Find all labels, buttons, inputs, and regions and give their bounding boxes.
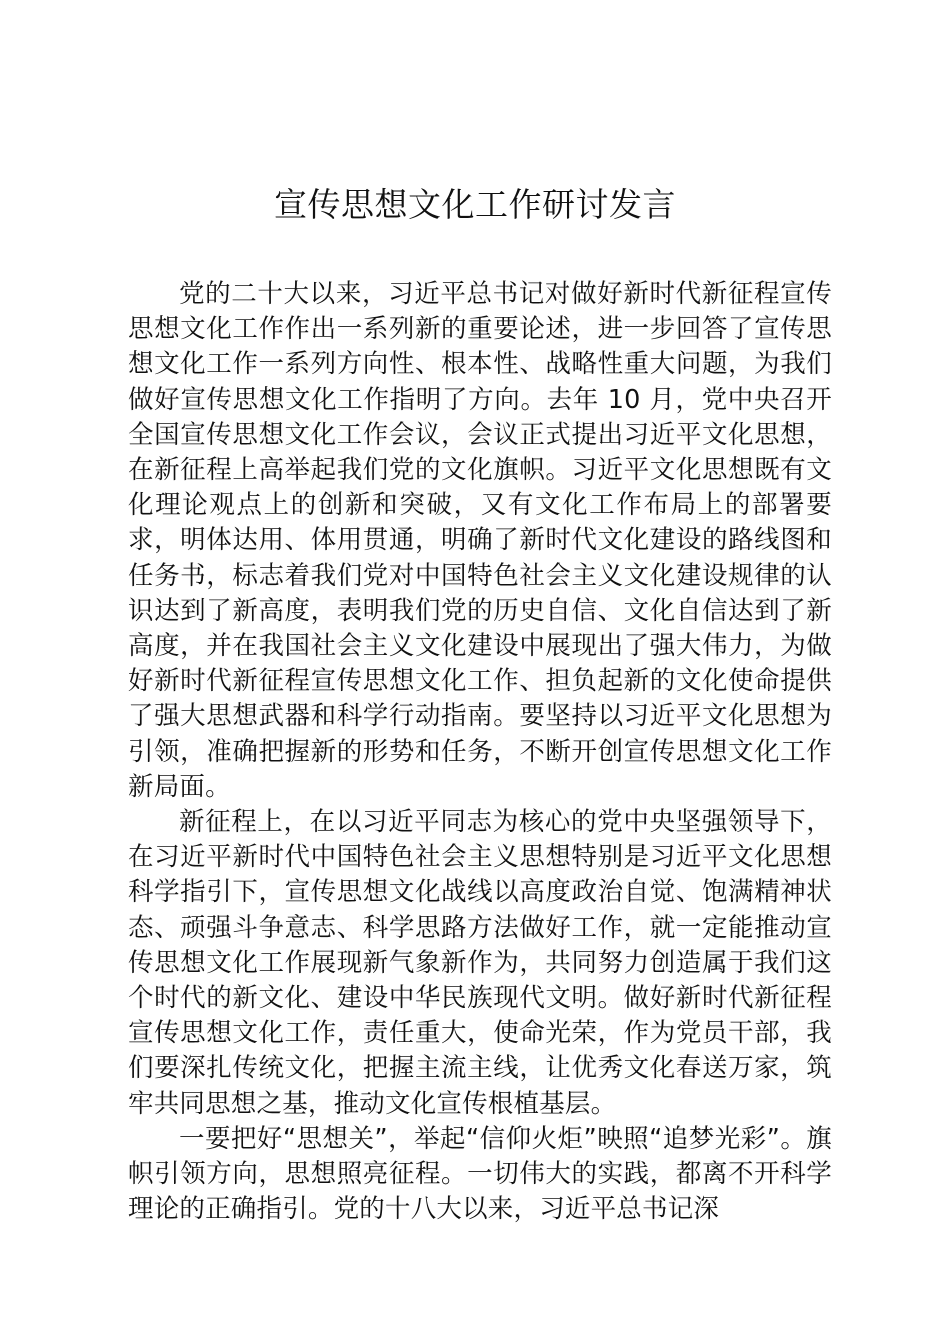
paragraph-2: 新征程上，在以习近平同志为核心的党中央坚强领导下，在习近平新时代中国特色社会主义思想特别是习近平文化思想科学指引下，宣传思想文化战线以高度政治自觉、饱满精神状态、顽强斗争意志、科学思路方法做好工作，就一定能推动宣传思想文化工作展现新气象新作为，共同努力创造属于我们这个时代的新文化、建设中华民族现代文明。做好新时代新征程宣传思想文化工作，责任重大，使命光荣，作为党员干部，我们要深扎传统文化，把握主流主线，让优秀文化春送万家，筑牢共同思想之基，推动文化宣传根植基层。 <box>128 807 832 1119</box>
paragraph-1: 党的二十大以来，习近平总书记对做好新时代新征程宣传思想文化工作作出一系列新的重要论述，进一步回答了宣传思想文化工作一系列方向性、根本性、战略性重大问题，为我们做好宣传思想文化工作指明了方向。去年 10 月，党中央召开全国宣传思想文化工作会议，会议正式提出习近平文化思想，在新征程上高举起我们党的文化旗帜。习近平文化思想既有文化理论观点上的创新和突破，又有文化工作布局上的部署要求，明体达用、体用贯通，明确了新时代文化建设的路线图和任务书，标志着我们党对中国特色社会主义文化建设规律的认识达到了新高度，表明我们党的历史自信、文化自信达到了新高度，并在我国社会主义文化建设中展现出了强大伟力，为做好新时代新征程宣传思想文化工作、担负起新的文化使命提供了强大思想武器和科学行动指南。要坚持以习近平文化思想为引领，准确把握新的形势和任务，不断开创宣传思想文化工作新局面。 <box>128 279 832 802</box>
page-title: 宣传思想文化工作研讨发言 <box>274 185 676 224</box>
document-body <box>128 277 832 1227</box>
paragraph-3: 一要把好“思想关”，举起“信仰火炬”映照“追梦光彩”。旗帜引领方向，思想照亮征程。一切伟大的实践，都离不开科学理论的正确指引。党的十八大以来，习近平总书记深 <box>128 1123 832 1225</box>
